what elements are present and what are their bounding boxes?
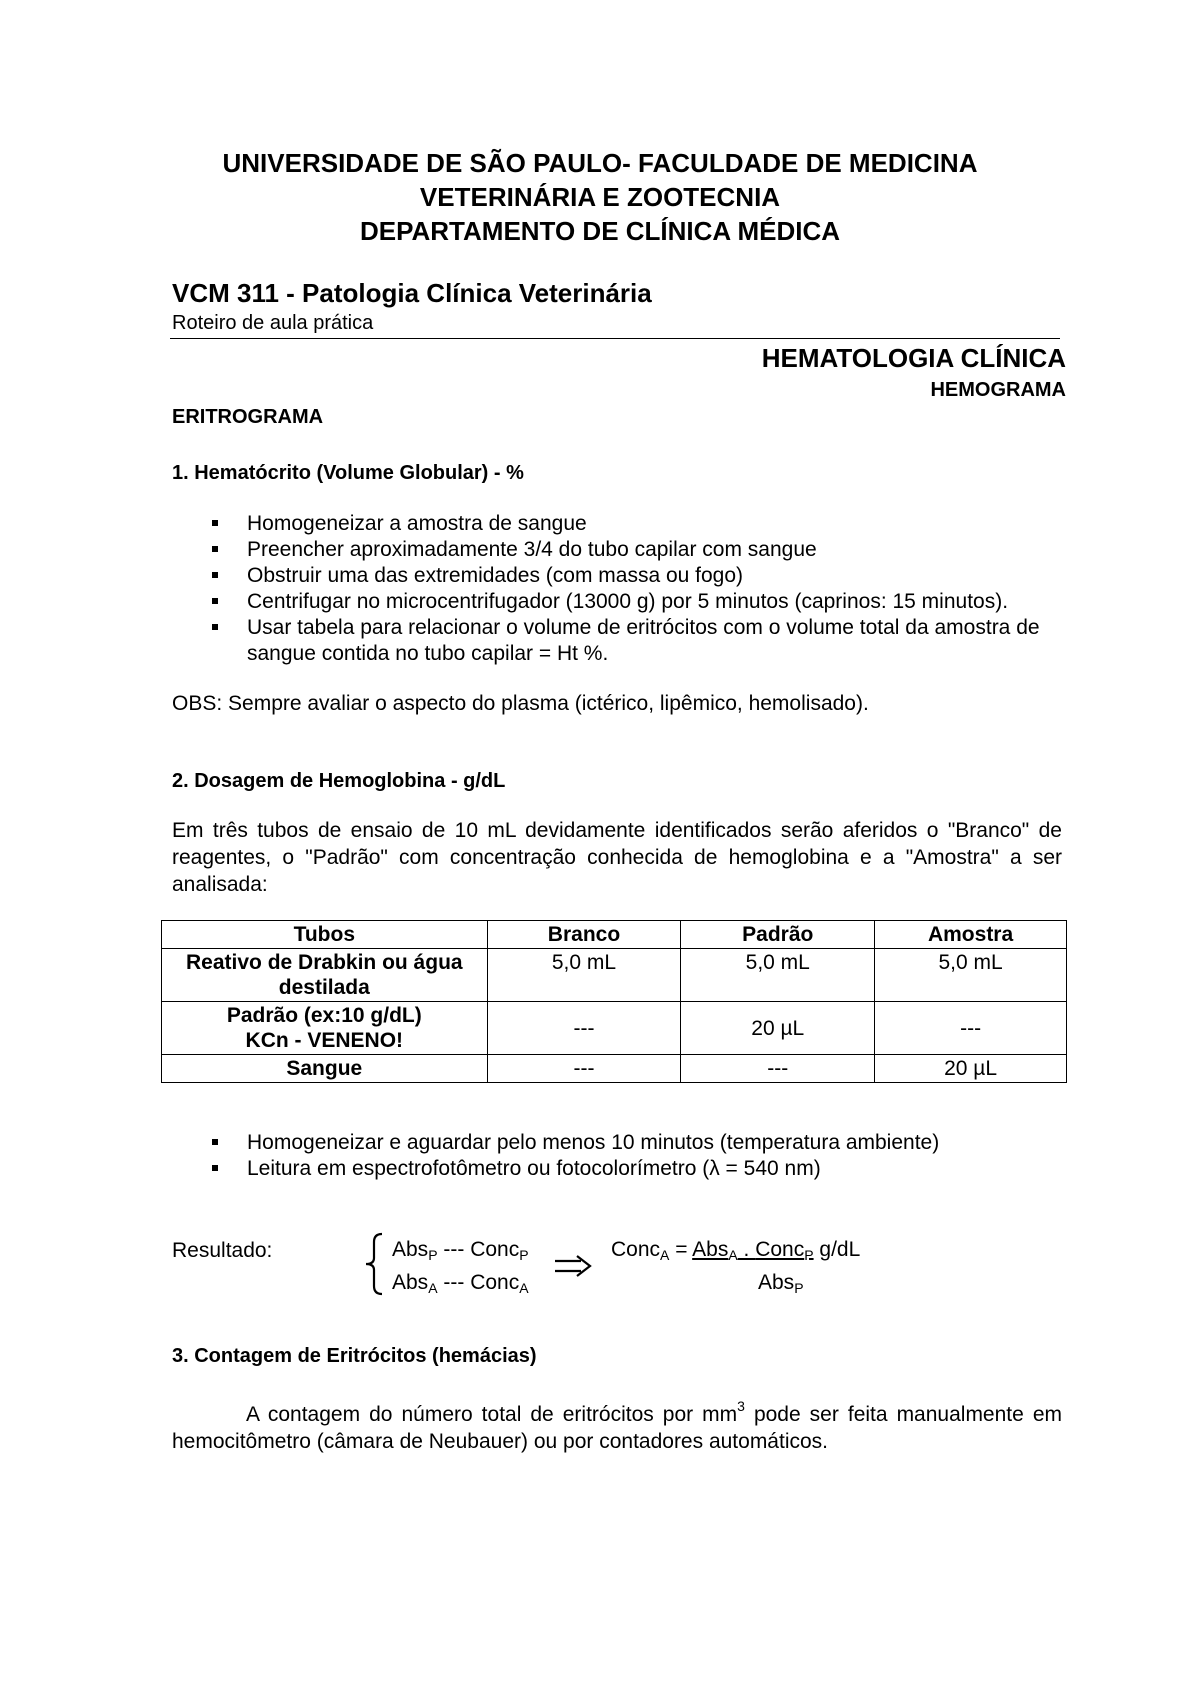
eritrocitos-heading: 3. Contagem de Eritrócitos (hemácias): [172, 1345, 537, 1367]
bullet-icon: [212, 1139, 218, 1145]
proportion-lines: [392, 1236, 529, 1302]
obs-note: OBS: Sempre avaliar o aspecto do plasma (ictérico, lipêmico, hemolisado).: [172, 692, 869, 715]
formula-numerator-line: Conc$_A$ = Abs$_A$ . Conc$_P$ g/dL: [611, 1238, 861, 1263]
list-item: Centrifugar no microcentrifugador (13000 g) por 5 minutos (caprinos: 15 minutos).: [172, 589, 1072, 615]
institution-header: [0, 146, 1200, 248]
bullet-icon: [212, 1165, 218, 1171]
table-cell: [162, 1002, 488, 1055]
list-item: Homogeneizar e aguardar pelo menos 10 minutos (temperatura ambiente): [172, 1130, 1072, 1156]
list-item: Obstruir uma das extremidades (com massa ou fogo): [172, 563, 1072, 589]
table-cell: 20 µL: [681, 1002, 875, 1055]
result-formula: [611, 1236, 860, 1302]
section-title: ERITROGRAMA: [172, 406, 324, 428]
list-item: Usar tabela para relacionar o volume de eritrócitos com o volume total da amostra de sangue contida no tubo capilar = Ht %.: [172, 615, 1072, 667]
table-cell: ---: [875, 1002, 1067, 1055]
table-row: [162, 1055, 1067, 1083]
result-label: Resultado:: [172, 1239, 273, 1262]
table-cell: 5,0 mL: [681, 949, 875, 1002]
reagent-table: [161, 920, 1067, 1083]
bullet-icon: [212, 624, 218, 630]
hemoglobina-heading: 2. Dosagem de Hemoglobina - g/dL: [172, 770, 506, 792]
course-title: VCM 311 - Patologia Clínica Veterinária: [172, 278, 652, 308]
bullet-icon: [212, 572, 218, 578]
list-item: Homogeneizar a amostra de sangue: [172, 511, 1072, 537]
bullet-icon: [212, 598, 218, 604]
hemoglobina-intro: Em três tubos de ensaio de 10 mL devidamente identificados serão aferidos o "Branco" de reagentes, o "Padrão" com concentração conhecida de hemoglobina e a "Amostra" a ser analisada:: [172, 819, 1062, 896]
header-line-1: UNIVERSIDADE DE SÃO PAULO- FACULDADE DE MEDICINA: [222, 148, 978, 178]
table-cell: Sangue: [162, 1055, 488, 1083]
table-cell: 5,0 mL: [487, 949, 681, 1002]
table-cell: ---: [487, 1055, 681, 1083]
table-header-cell: Amostra: [875, 921, 1067, 949]
hemoglobina-steps: [172, 1130, 1072, 1182]
header-line-2: VETERINÁRIA E ZOOTECNIA: [419, 182, 781, 212]
hematocrito-steps: [172, 511, 1072, 667]
table-header-cell: Padrão: [681, 921, 875, 949]
header-divider: [170, 338, 1060, 339]
bullet-icon: [212, 520, 218, 526]
table-row: [162, 1002, 1067, 1055]
kcn-warning: KCn - VENENO!: [245, 1029, 404, 1052]
table-cell: 5,0 mL: [875, 949, 1067, 1002]
list-item: Leitura em espectrofotômetro ou fotocolorímetro (λ = 540 nm): [172, 1156, 1072, 1182]
formula-denominator: Abs$_P$: [758, 1271, 804, 1296]
table-row: [162, 949, 1067, 1002]
topic-sub: HEMOGRAMA: [930, 379, 1066, 401]
eritrocitos-text: A contagem do número total de eritrócitos por $mm^3$ pode ser feita manualmente em hemocitômetro (câmara de Neubauer) ou por contadores automáticos.: [172, 1398, 1062, 1453]
course-subtitle: Roteiro de aula prática: [172, 312, 374, 334]
header-line-3: DEPARTAMENTO DE CLÍNICA MÉDICA: [359, 216, 841, 246]
topic-main: HEMATOLOGIA CLÍNICA: [761, 343, 1066, 373]
implies-arrow-icon: [553, 1254, 593, 1278]
list-item: Preencher aproximadamente 3/4 do tubo capilar com sangue: [172, 537, 1072, 563]
table-cell: Reativo de Drabkin ou água destilada: [162, 949, 488, 1002]
table-header-cell: Tubos: [162, 921, 488, 949]
padrao-label: Padrão (ex:10 g/dL): [226, 1004, 422, 1027]
left-brace-icon: [362, 1232, 386, 1296]
table-cell: ---: [681, 1055, 875, 1083]
table-cell: ---: [487, 1002, 681, 1055]
hematocrito-heading: 1. Hematócrito (Volume Globular) - %: [172, 462, 524, 484]
proportion-line-sample: Abs$_A$ --- Conc$_A$: [392, 1271, 529, 1296]
proportion-line-standard: Abs$_P$ --- Conc$_P$: [392, 1238, 529, 1263]
table-header-cell: Branco: [487, 921, 681, 949]
table-cell: 20 µL: [875, 1055, 1067, 1083]
table-header-row: [162, 921, 1067, 949]
bullet-icon: [212, 546, 218, 552]
